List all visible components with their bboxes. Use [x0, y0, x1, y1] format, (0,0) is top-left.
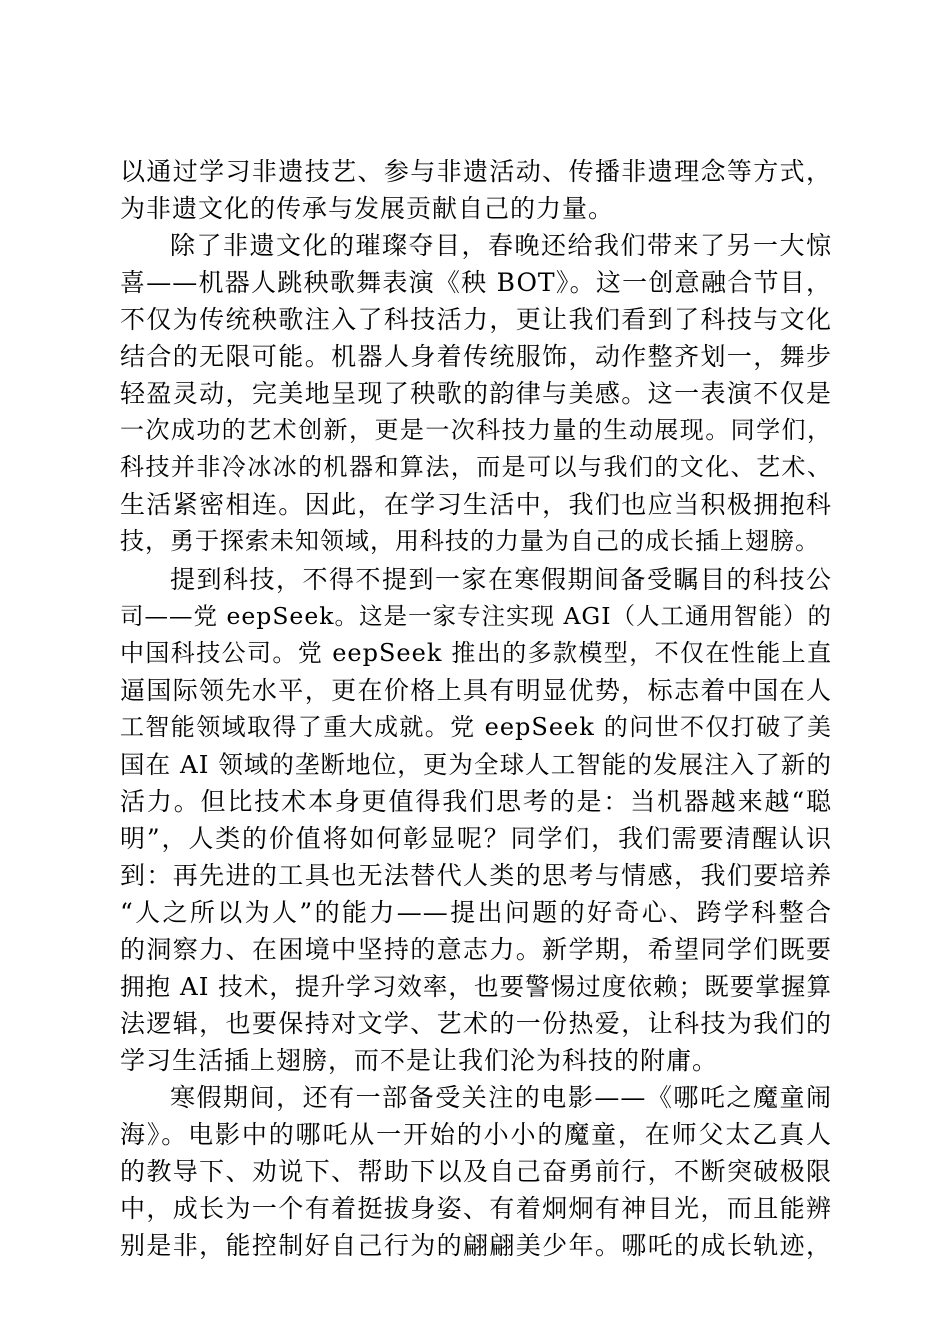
text-line: 技，勇于探索未知领域，用科技的力量为自己的成长插上翅膀。 [120, 527, 820, 556]
text-line: 中国科技公司。党 eepSeek 推出的多款模型，不仅在性能上直 [120, 638, 832, 667]
text-line: 轻盈灵动，完美地呈现了秧歌的韵律与美感。这一表演不仅是 [120, 379, 832, 409]
text-line: 司——党 eepSeek。这是一家专注实现 AGI（人工通用智能）的 [120, 601, 832, 630]
text-line: 生活紧密相连。因此，在学习生活中，我们也应当积极拥抱科 [120, 490, 832, 520]
paragraph-first-line: 提到科技，不得不提到一家在寒假期间备受瞩目的科技公 [170, 564, 832, 594]
text-line: 的洞察力、在困境中坚持的意志力。新学期，希望同学们既要 [120, 934, 832, 964]
text-line: 逼国际领先水平，更在价格上具有明显优势，标志着中国在人 [120, 675, 832, 705]
text-line: 中，成长为一个有着挺拔身姿、有着炯炯有神目光，而且能辨 [120, 1194, 832, 1224]
text-line: 法逻辑，也要保持对文学、艺术的一份热爱，让科技为我们的 [120, 1009, 832, 1039]
text-line: 拥抱 AI 技术，提升学习效率，也要警惕过度依赖；既要掌握算 [120, 972, 832, 1002]
text-line: 别是非，能控制好自己行为的翩翩美少年。哪吒的成长轨迹， [120, 1231, 832, 1261]
text-line: 到：再先进的工具也无法替代人类的思考与情感，我们要培养 [120, 860, 832, 890]
paragraph-first-line: 除了非遗文化的璀璨夺目，春晚还给我们带来了另一大惊 [170, 231, 832, 261]
text-line: 的教导下、劝说下、帮助下以及自己奋勇前行，不断突破极限 [120, 1157, 832, 1187]
text-line: 以通过学习非遗技艺、参与非遗活动、传播非遗理念等方式， [120, 157, 832, 186]
text-line: 结合的无限可能。机器人身着传统服饰，动作整齐划一，舞步 [120, 342, 832, 372]
paragraph-first-line: 寒假期间，还有一部备受关注的电影——《哪吒之魔童闹 [170, 1083, 832, 1113]
text-line: 工智能领域取得了重大成就。党 eepSeek 的问世不仅打破了美 [120, 712, 832, 741]
document-body [120, 153, 832, 1264]
text-line: 学习生活插上翅膀，而不是让我们沦为科技的附庸。 [120, 1046, 719, 1076]
text-line: 为非遗文化的传承与发展贡献自己的力量。 [120, 194, 615, 224]
text-line: 海》。电影中的哪吒从一开始的小小的魔童，在师父太乙真人 [120, 1120, 832, 1150]
text-line: 不仅为传统秧歌注入了科技活力，更让我们看到了科技与文化 [120, 305, 832, 335]
text-line: 活力。但比技术本身更值得我们思考的是：当机器越来越“聪 [120, 786, 832, 816]
text-line: 喜——机器人跳秧歌舞表演《秧 BOT》。这一创意融合节目， [120, 268, 832, 298]
text-line: 明”，人类的价值将如何彰显呢？同学们，我们需要清醒认识 [120, 823, 832, 853]
text-line: “人之所以为人”的能力——提出问题的好奇心、跨学科整合 [120, 897, 832, 927]
text-line: 科技并非冷冰冰的机器和算法，而是可以与我们的文化、艺术、 [120, 453, 832, 482]
text-line: 国在 AI 领域的垄断地位，更为全球人工智能的发展注入了新的 [120, 749, 832, 779]
text-line: 一次成功的艺术创新，更是一次科技力量的生动展现。同学们， [120, 416, 832, 445]
